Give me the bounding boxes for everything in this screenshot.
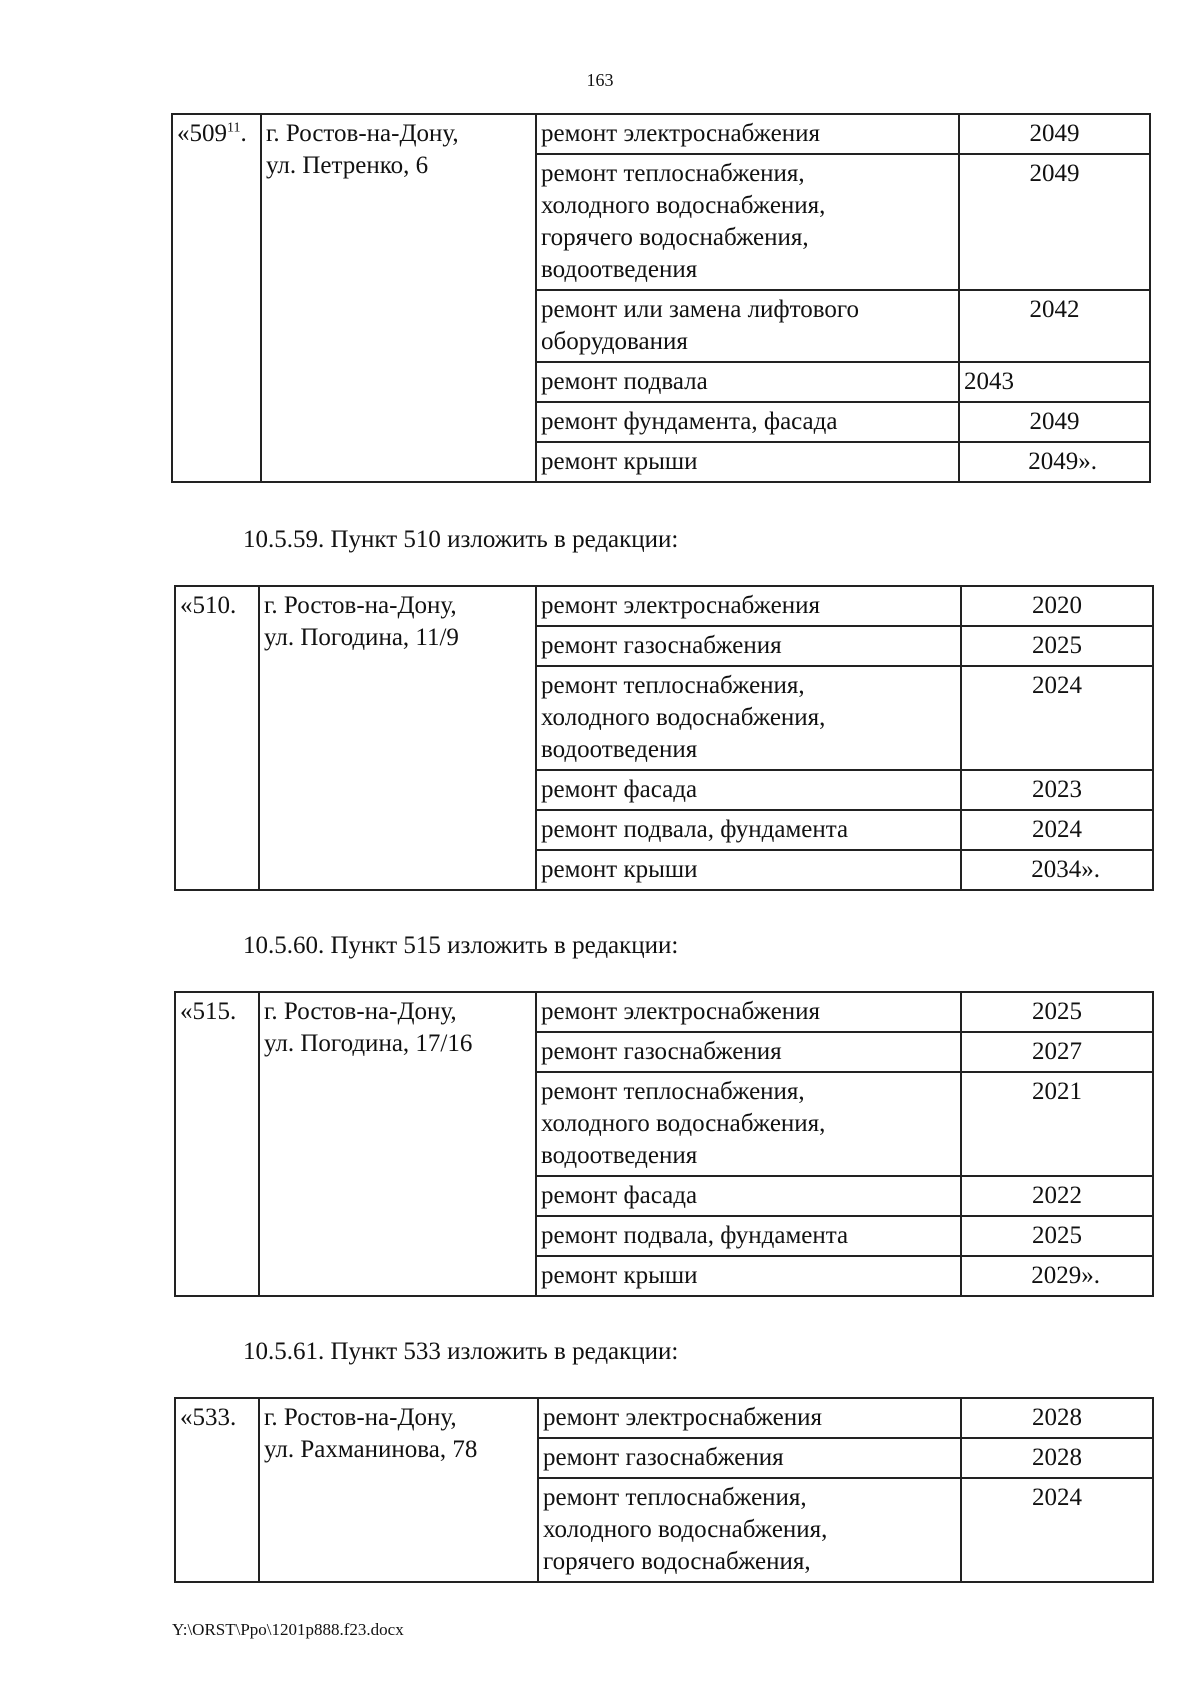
work-year: 2049 — [959, 154, 1150, 290]
item-number — [175, 586, 259, 890]
item-address — [259, 1398, 538, 1582]
work-type — [536, 1072, 961, 1176]
work-type-line: ремонт газоснабжения — [541, 632, 782, 659]
table-row — [175, 1398, 1153, 1438]
work-type — [536, 1032, 961, 1072]
work-type — [536, 586, 961, 626]
work-type — [536, 770, 961, 810]
work-type-line: ремонт фундамента, фасада — [541, 408, 838, 435]
work-year: 2049 — [959, 114, 1150, 154]
work-year: 2021 — [961, 1072, 1153, 1176]
address-street: ул. Рахманинова, 78 — [264, 1436, 478, 1463]
work-year: 2028 — [961, 1398, 1153, 1438]
work-type — [536, 1216, 961, 1256]
item-address — [259, 586, 536, 890]
work-year: 2023 — [961, 770, 1153, 810]
item-number-text: «509 — [177, 120, 227, 147]
work-type — [536, 290, 959, 362]
work-type — [536, 810, 961, 850]
work-type — [536, 1256, 961, 1296]
work-year: 2024 — [961, 666, 1153, 770]
work-year: 2027 — [961, 1032, 1153, 1072]
work-type-line: ремонт теплоснабжения, — [541, 672, 805, 699]
item-address — [259, 992, 536, 1296]
work-year: 2025 — [961, 626, 1153, 666]
work-type-line: ремонт электроснабжения — [541, 120, 820, 147]
work-year: 2025 — [961, 1216, 1153, 1256]
item-number-text: «510. — [180, 592, 237, 619]
address-city: г. Ростов-на-Дону, — [264, 998, 457, 1025]
work-year: 2034». — [961, 850, 1153, 890]
work-year: 2049 — [959, 402, 1150, 442]
work-type-line: ремонт подвала — [541, 368, 708, 395]
work-type-line: ремонт газоснабжения — [541, 1038, 782, 1065]
work-year: 2022 — [961, 1176, 1153, 1216]
table-body — [175, 992, 1153, 1296]
work-type-line: ремонт крыши — [541, 1262, 698, 1289]
work-type-line: холодного водоснабжения, — [543, 1516, 828, 1543]
work-type — [536, 626, 961, 666]
footer-file-path: Y:\ORST\Ppo\1201p888.f23.docx — [172, 1620, 404, 1639]
work-type — [538, 1398, 961, 1438]
table-item-509 — [171, 113, 1151, 483]
work-type — [536, 442, 959, 482]
work-type-line: водоотведения — [541, 1142, 698, 1169]
work-type-line: ремонт крыши — [541, 856, 698, 883]
work-type-line: ремонт крыши — [541, 448, 698, 475]
work-type-line: ремонт фасада — [541, 776, 698, 803]
paragraph-item-515: 10.5.60. Пункт 515 изложить в редакции: — [243, 932, 679, 959]
work-year: 2028 — [961, 1438, 1153, 1478]
work-year: 2024 — [961, 810, 1153, 850]
address-city: г. Ростов-на-Дону, — [264, 592, 457, 619]
work-type — [538, 1438, 961, 1478]
work-type-line: оборудования — [541, 328, 688, 355]
item-number — [172, 114, 261, 482]
table-item-533 — [174, 1397, 1154, 1583]
work-type-line: водоотведения — [541, 256, 698, 283]
table-body — [175, 1398, 1153, 1582]
work-type — [536, 402, 959, 442]
work-year: 2020 — [961, 586, 1153, 626]
work-type-line: ремонт теплоснабжения, — [541, 160, 805, 187]
table-row — [175, 586, 1153, 626]
work-type — [536, 362, 959, 402]
work-year: 2049». — [959, 442, 1150, 482]
work-year: 2024 — [961, 1478, 1153, 1582]
table-body — [172, 114, 1150, 482]
item-address — [261, 114, 536, 482]
table-item-510 — [174, 585, 1154, 891]
work-type-line: ремонт подвала, фундамента — [541, 816, 849, 843]
work-type-line: холодного водоснабжения, — [541, 1110, 826, 1137]
address-street: ул. Погодина, 17/16 — [264, 1030, 473, 1057]
item-number-text: «533. — [180, 1404, 237, 1431]
work-type-line: ремонт газоснабжения — [543, 1444, 784, 1471]
table-row — [175, 992, 1153, 1032]
address-city: г. Ростов-на-Дону, — [266, 120, 459, 147]
item-number-superscript: 11 — [227, 120, 241, 136]
work-year: 2025 — [961, 992, 1153, 1032]
work-type-line: ремонт теплоснабжения, — [543, 1484, 807, 1511]
page-number: 163 — [586, 70, 614, 90]
work-type — [536, 992, 961, 1032]
address-street: ул. Погодина, 11/9 — [264, 624, 459, 651]
work-type-line: ремонт или замена лифтового — [541, 296, 859, 323]
table-body — [175, 586, 1153, 890]
work-type-line: ремонт электроснабжения — [543, 1404, 822, 1431]
paragraph-item-533: 10.5.61. Пункт 533 изложить в редакции: — [243, 1338, 679, 1365]
table-item-515 — [174, 991, 1154, 1297]
work-type-line: горячего водоснабжения, — [541, 224, 809, 251]
work-type — [536, 1176, 961, 1216]
work-year: 2042 — [959, 290, 1150, 362]
paragraph-item-510: 10.5.59. Пункт 510 изложить в редакции: — [243, 526, 679, 553]
item-number-suffix: . — [240, 120, 247, 147]
work-type — [536, 154, 959, 290]
work-type-line: ремонт теплоснабжения, — [541, 1078, 805, 1105]
item-number-text: «515. — [180, 998, 237, 1025]
work-type — [538, 1478, 961, 1582]
item-number — [175, 992, 259, 1296]
work-type — [536, 850, 961, 890]
work-type-line: холодного водоснабжения, — [541, 192, 826, 219]
work-type-line: ремонт фасада — [541, 1182, 698, 1209]
work-year: 2029». — [961, 1256, 1153, 1296]
work-type-line: водоотведения — [541, 736, 698, 763]
item-number — [175, 1398, 259, 1582]
work-type — [536, 114, 959, 154]
work-type-line: ремонт электроснабжения — [541, 592, 820, 619]
work-type-line: горячего водоснабжения, — [543, 1548, 811, 1575]
address-street: ул. Петренко, 6 — [266, 152, 429, 179]
work-type — [536, 666, 961, 770]
work-type-line: ремонт электроснабжения — [541, 998, 820, 1025]
address-city: г. Ростов-на-Дону, — [264, 1404, 457, 1431]
work-type-line: ремонт подвала, фундамента — [541, 1222, 849, 1249]
work-year: 2043 — [959, 362, 1150, 402]
table-row — [172, 114, 1150, 154]
work-type-line: холодного водоснабжения, — [541, 704, 826, 731]
